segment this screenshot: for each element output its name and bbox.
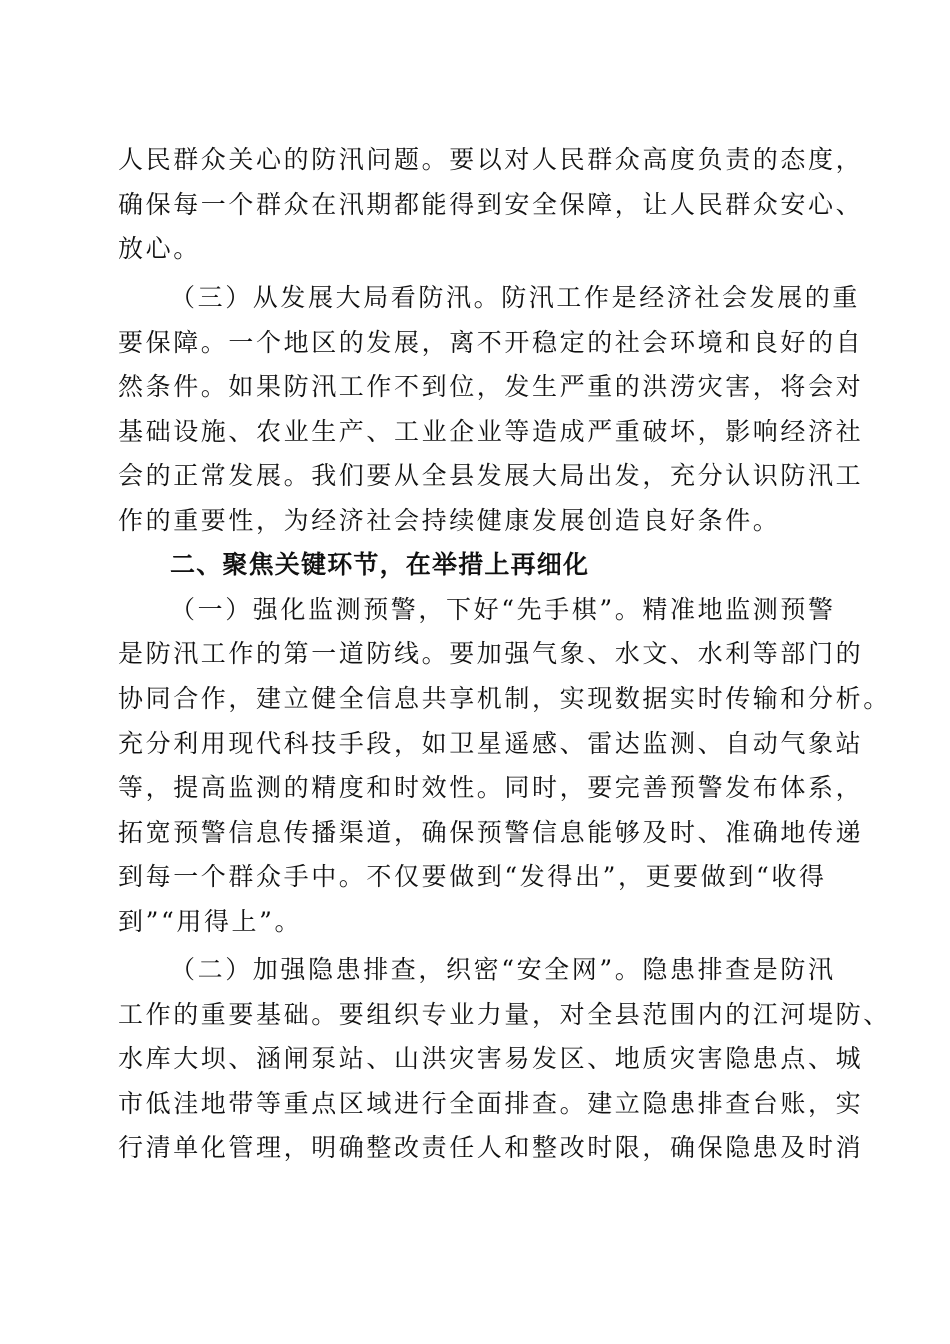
text-line: 基础设施、农业生产、工业企业等造成严重破坏，影响经济社: [118, 417, 864, 446]
text-line: 水库大坝、涵闸泵站、山洪灾害易发区、地质灾害隐患点、城: [118, 1044, 864, 1073]
text-line: 人民群众关心的防汛问题。要以对人民群众高度负责的态度，: [118, 145, 864, 174]
subsection-one-line: （一）强化监测预警，下好“先手棋”。精准地监测预警: [170, 595, 836, 624]
text-line: 到每一个群众手中。不仅要做到“发得出”，更要做到“收得: [118, 862, 827, 891]
text-line: 等，提高监测的精度和时效性。同时，要完善预警发布体系，: [118, 773, 864, 802]
text-line: 充分利用现代科技手段，如卫星遥感、雷达监测、自动气象站: [118, 729, 864, 758]
text-line: 确保每一个群众在汛期都能得到安全保障，让人民群众安心、: [118, 190, 864, 219]
text-line: 是防汛工作的第一道防线。要加强气象、水文、水利等部门的: [118, 639, 864, 668]
section-three-heading-line: （三）从发展大局看防汛。防汛工作是经济社会发展的重: [170, 283, 861, 312]
text-line: 然条件。如果防汛工作不到位，发生严重的洪涝灾害，将会对: [118, 372, 864, 401]
text-line: 拓宽预警信息传播渠道，确保预警信息能够及时、准确地传递: [118, 818, 864, 847]
text-line: 工作的重要基础。要组织专业力量，对全县范围内的江河堤防、: [118, 1000, 891, 1029]
text-line: 会的正常发展。我们要从全县发展大局出发，充分认识防汛工: [118, 461, 864, 490]
text-line: 行清单化管理，明确整改责任人和整改时限，确保隐患及时消: [118, 1133, 864, 1162]
text-line: 要保障。一个地区的发展，离不开稳定的社会环境和良好的自: [118, 328, 864, 357]
section-heading: 二、聚焦关键环节，在举措上再细化: [170, 550, 590, 579]
subsection-two-line: （二）加强隐患排查，织密“安全网”。隐患排查是防汛: [170, 955, 836, 984]
text-line: 到”“用得上”。: [118, 907, 303, 936]
text-line: 市低洼地带等重点区域进行全面排查。建立隐患排查台账，实: [118, 1089, 864, 1118]
text-line: 放心。: [118, 234, 201, 263]
text-line: 协同合作，建立健全信息共享机制，实现数据实时传输和分析。: [118, 684, 891, 713]
text-line: 作的重要性，为经济社会持续健康发展创造良好条件。: [118, 506, 781, 535]
